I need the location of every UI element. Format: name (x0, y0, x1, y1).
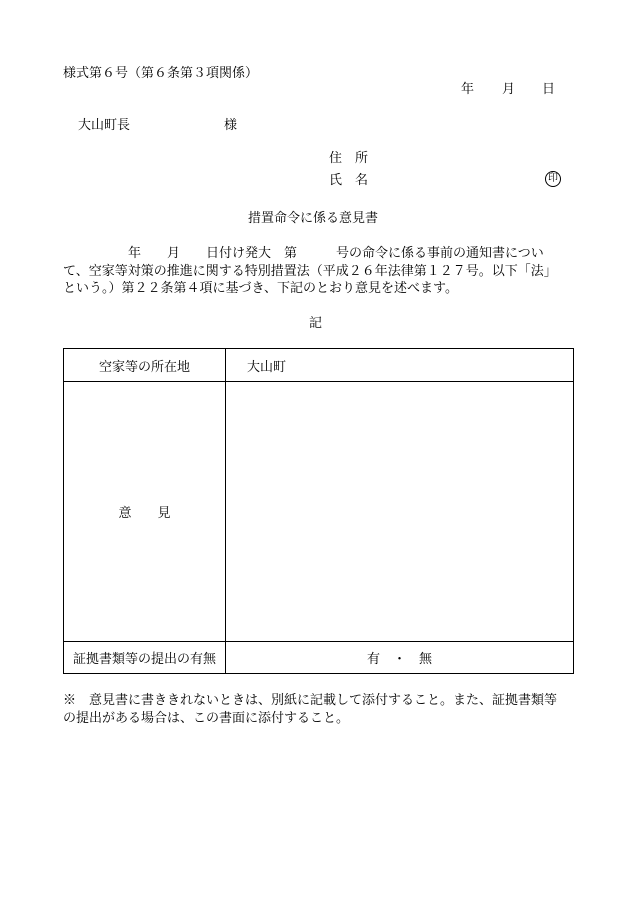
address-label: 住 所 (329, 151, 369, 166)
date-day-label: 日 (542, 82, 556, 97)
document-title: 措置命令に係る意見書 (248, 211, 379, 226)
evidence-label: 証拠書類等の提出の有無 (72, 652, 216, 667)
seal-mark: 印 (545, 171, 561, 187)
note-line: の提出がある場合は、この書面に添付すること。 (63, 710, 350, 726)
date-month-label: 月 (502, 82, 516, 97)
location-label: 空家等の所在地 (98, 359, 190, 375)
ki-heading: 記 (309, 316, 323, 331)
location-value-cell[interactable] (226, 349, 573, 381)
opinion-value-cell[interactable] (226, 382, 573, 641)
opinion-label: 意 見 (118, 506, 171, 521)
body-line: という。）第２２条第４項に基づき、下記のとおり意見を述べます。 (63, 281, 458, 296)
evidence-label-cell (64, 642, 226, 673)
evidence-value: 有 ・ 無 (366, 652, 432, 667)
addressee-name: 大山町長 (78, 118, 131, 133)
table-row-opinion (64, 382, 573, 642)
name-label: 氏 名 (329, 173, 369, 188)
body-paragraph (63, 245, 575, 298)
date-year-label: 年 (461, 82, 475, 97)
evidence-value-cell[interactable] (226, 642, 573, 673)
body-line: て、空家等対策の推進に関する特別措置法（平成２６年法律第１２７号。以下「法」 (63, 263, 557, 279)
addressee-honorific: 様 (224, 118, 238, 133)
location-label-cell (64, 349, 226, 381)
opinion-table (63, 348, 574, 674)
body-line: 年 月 日付け発大 第 号の命令に係る事前の通知書につい (63, 246, 544, 261)
footnote (63, 692, 575, 727)
form-number: 様式第６号（第６条第３項関係） (63, 66, 259, 81)
location-value: 大山町 (247, 359, 287, 375)
table-row-evidence (64, 642, 573, 673)
table-row-location (64, 349, 573, 382)
note-line: ※ 意見書に書ききれないときは、別紙に記載して添付すること。また、証拠書類等 (63, 693, 558, 708)
opinion-label-cell (64, 382, 226, 641)
